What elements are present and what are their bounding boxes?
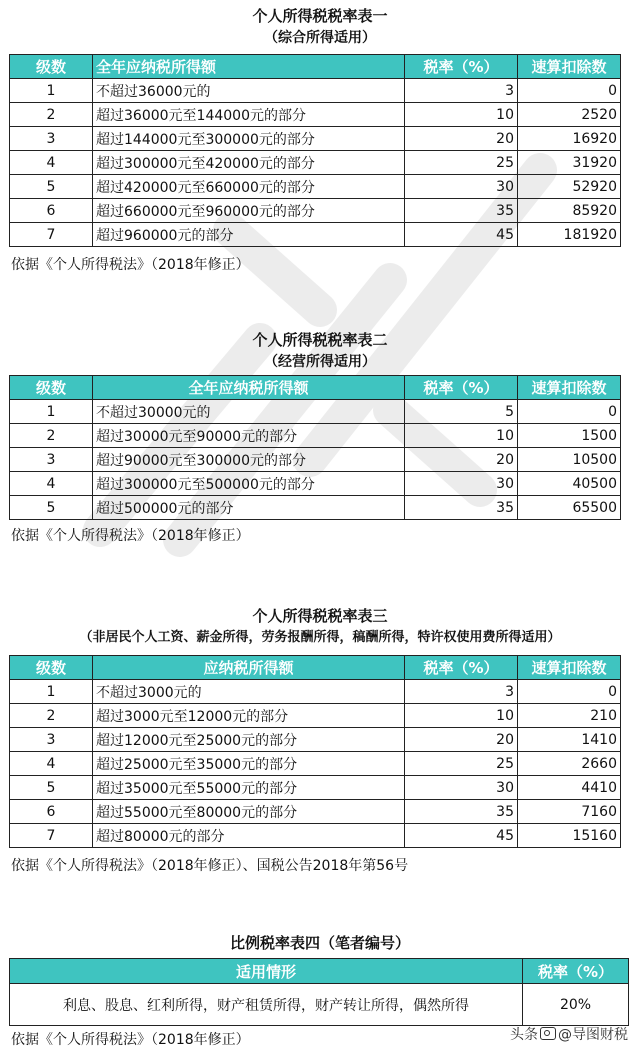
table-row	[10, 79, 621, 103]
cell-rate: 10	[405, 103, 518, 127]
cell-level: 2	[10, 103, 93, 127]
header-applicable-case: 适用情形	[10, 959, 523, 984]
table-row	[10, 680, 621, 704]
cell-deduction: 2660	[518, 752, 621, 776]
source-watermark	[510, 1024, 628, 1044]
table-header-row	[10, 959, 629, 984]
cell-level: 3	[10, 127, 93, 151]
cell-level: 4	[10, 151, 93, 175]
table2-subtitle: （经营所得适用）	[264, 354, 376, 370]
header-rate: 税率（%）	[405, 656, 518, 680]
cell-income: 不超过3000元的	[93, 680, 405, 704]
cell-income: 超过3000元至12000元的部分	[93, 704, 405, 728]
table1-source-note: 依据《个人所得税法》（2018年修正）	[11, 257, 250, 273]
cell-rate: 3	[405, 680, 518, 704]
table-row	[10, 424, 621, 448]
cell-deduction: 31920	[518, 151, 621, 175]
cell-applicable-case: 利息、股息、红利所得，财产租赁所得，财产转让所得，偶然所得	[10, 984, 523, 1026]
cell-level: 6	[10, 800, 93, 824]
table4-source-note: 依据《个人所得税法》（2018年修正）	[11, 1032, 250, 1048]
cell-rate: 30	[405, 776, 518, 800]
table2-source-note: 依据《个人所得税法》（2018年修正）	[11, 528, 250, 544]
tax-rate-table-1	[9, 54, 621, 247]
cell-level: 1	[10, 680, 93, 704]
cell-rate: 30	[405, 175, 518, 199]
cell-level: 1	[10, 400, 93, 424]
cell-income: 超过300000元至500000元的部分	[93, 472, 405, 496]
header-level: 级数	[10, 376, 93, 400]
cell-level: 5	[10, 776, 93, 800]
table3-heading	[0, 605, 640, 649]
cell-deduction: 181920	[518, 223, 621, 247]
cell-deduction: 0	[518, 79, 621, 103]
cell-deduction: 0	[518, 680, 621, 704]
table-header-row	[10, 55, 621, 79]
header-rate: 税率（%）	[405, 55, 518, 79]
header-rate: 税率（%）	[405, 376, 518, 400]
cell-rate: 10	[405, 424, 518, 448]
cell-deduction: 65500	[518, 496, 621, 520]
cell-deduction: 85920	[518, 199, 621, 223]
table-row	[10, 400, 621, 424]
cell-deduction: 2520	[518, 103, 621, 127]
cell-deduction: 52920	[518, 175, 621, 199]
cell-income: 超过90000元至300000元的部分	[93, 448, 405, 472]
cell-rate: 20	[405, 448, 518, 472]
table1-subtitle: （综合所得适用）	[264, 30, 376, 46]
cell-income: 超过420000元至660000元的部分	[93, 175, 405, 199]
cell-rate: 20	[405, 728, 518, 752]
cell-level: 2	[10, 704, 93, 728]
cell-level: 7	[10, 223, 93, 247]
table-header-row	[10, 376, 621, 400]
cell-level: 5	[10, 496, 93, 520]
cell-rate: 5	[405, 400, 518, 424]
cell-rate: 35	[405, 199, 518, 223]
cell-level: 6	[10, 199, 93, 223]
table-row	[10, 199, 621, 223]
cell-income: 超过35000元至55000元的部分	[93, 776, 405, 800]
platform-label: 头条	[510, 1027, 538, 1043]
cell-deduction: 1500	[518, 424, 621, 448]
table-row	[10, 472, 621, 496]
table-row	[10, 223, 621, 247]
cell-level: 2	[10, 424, 93, 448]
cell-income: 超过12000元至25000元的部分	[93, 728, 405, 752]
table-row	[10, 127, 621, 151]
table1-title: 个人所得税税率表一	[252, 7, 388, 25]
camera-icon	[540, 1027, 556, 1040]
cell-rate: 45	[405, 824, 518, 848]
cell-income: 超过300000元至420000元的部分	[93, 151, 405, 175]
table-row	[10, 800, 621, 824]
cell-deduction: 0	[518, 400, 621, 424]
cell-rate: 20%	[523, 984, 629, 1026]
cell-income: 不超过30000元的	[93, 400, 405, 424]
cell-level: 4	[10, 472, 93, 496]
table4-heading	[0, 932, 640, 954]
table1-heading	[0, 5, 640, 49]
cell-rate: 45	[405, 223, 518, 247]
header-deduction: 速算扣除数	[518, 376, 621, 400]
table-row	[10, 496, 621, 520]
cell-deduction: 16920	[518, 127, 621, 151]
cell-income: 超过500000元的部分	[93, 496, 405, 520]
cell-level: 1	[10, 79, 93, 103]
table3-source-note: 依据《个人所得税法》（2018年修正）、国税公告2018年第56号	[11, 858, 409, 874]
cell-level: 7	[10, 824, 93, 848]
table-row	[10, 984, 629, 1026]
cell-income: 超过30000元至90000元的部分	[93, 424, 405, 448]
table4-title: 比例税率表四（笔者编号）	[229, 934, 410, 952]
proportional-rate-table-4	[9, 958, 629, 1026]
account-name: @导图财税	[558, 1027, 628, 1043]
cell-rate: 35	[405, 800, 518, 824]
cell-rate: 10	[405, 704, 518, 728]
cell-rate: 20	[405, 127, 518, 151]
table-row	[10, 151, 621, 175]
cell-income: 超过960000元的部分	[93, 223, 405, 247]
cell-level: 5	[10, 175, 93, 199]
table-row	[10, 103, 621, 127]
table-row	[10, 776, 621, 800]
header-rate: 税率（%）	[523, 959, 629, 984]
table-header-row	[10, 656, 621, 680]
cell-income: 超过55000元至80000元的部分	[93, 800, 405, 824]
cell-rate: 35	[405, 496, 518, 520]
cell-income: 不超过36000元的	[93, 79, 405, 103]
cell-deduction: 210	[518, 704, 621, 728]
cell-rate: 25	[405, 151, 518, 175]
header-income: 全年应纳税所得额	[93, 55, 405, 79]
cell-rate: 30	[405, 472, 518, 496]
table2-title: 个人所得税税率表二	[252, 331, 388, 349]
table-row	[10, 752, 621, 776]
header-income: 全年应纳税所得额	[93, 376, 405, 400]
cell-deduction: 7160	[518, 800, 621, 824]
table2-heading	[0, 329, 640, 373]
tax-rate-table-2	[9, 375, 621, 520]
table3-subtitle: （非居民个人工资、薪金所得，劳务报酬所得，稿酬所得，特许权使用费所得适用）	[79, 630, 561, 645]
cell-level: 3	[10, 728, 93, 752]
cell-deduction: 40500	[518, 472, 621, 496]
table3-title: 个人所得税税率表三	[252, 607, 388, 625]
table-row	[10, 448, 621, 472]
header-level: 级数	[10, 55, 93, 79]
cell-income: 超过36000元至144000元的部分	[93, 103, 405, 127]
cell-deduction: 1410	[518, 728, 621, 752]
cell-deduction: 10500	[518, 448, 621, 472]
header-income: 应纳税所得额	[93, 656, 405, 680]
cell-income: 超过80000元的部分	[93, 824, 405, 848]
table-row	[10, 175, 621, 199]
cell-deduction: 15160	[518, 824, 621, 848]
cell-rate: 25	[405, 752, 518, 776]
header-deduction: 速算扣除数	[518, 656, 621, 680]
table-row	[10, 824, 621, 848]
cell-level: 3	[10, 448, 93, 472]
table-row	[10, 704, 621, 728]
table-row	[10, 728, 621, 752]
cell-level: 4	[10, 752, 93, 776]
header-level: 级数	[10, 656, 93, 680]
cell-income: 超过660000元至960000元的部分	[93, 199, 405, 223]
tax-rate-table-3	[9, 655, 621, 848]
cell-rate: 3	[405, 79, 518, 103]
cell-income: 超过25000元至35000元的部分	[93, 752, 405, 776]
cell-income: 超过144000元至300000元的部分	[93, 127, 405, 151]
cell-deduction: 4410	[518, 776, 621, 800]
header-deduction: 速算扣除数	[518, 55, 621, 79]
